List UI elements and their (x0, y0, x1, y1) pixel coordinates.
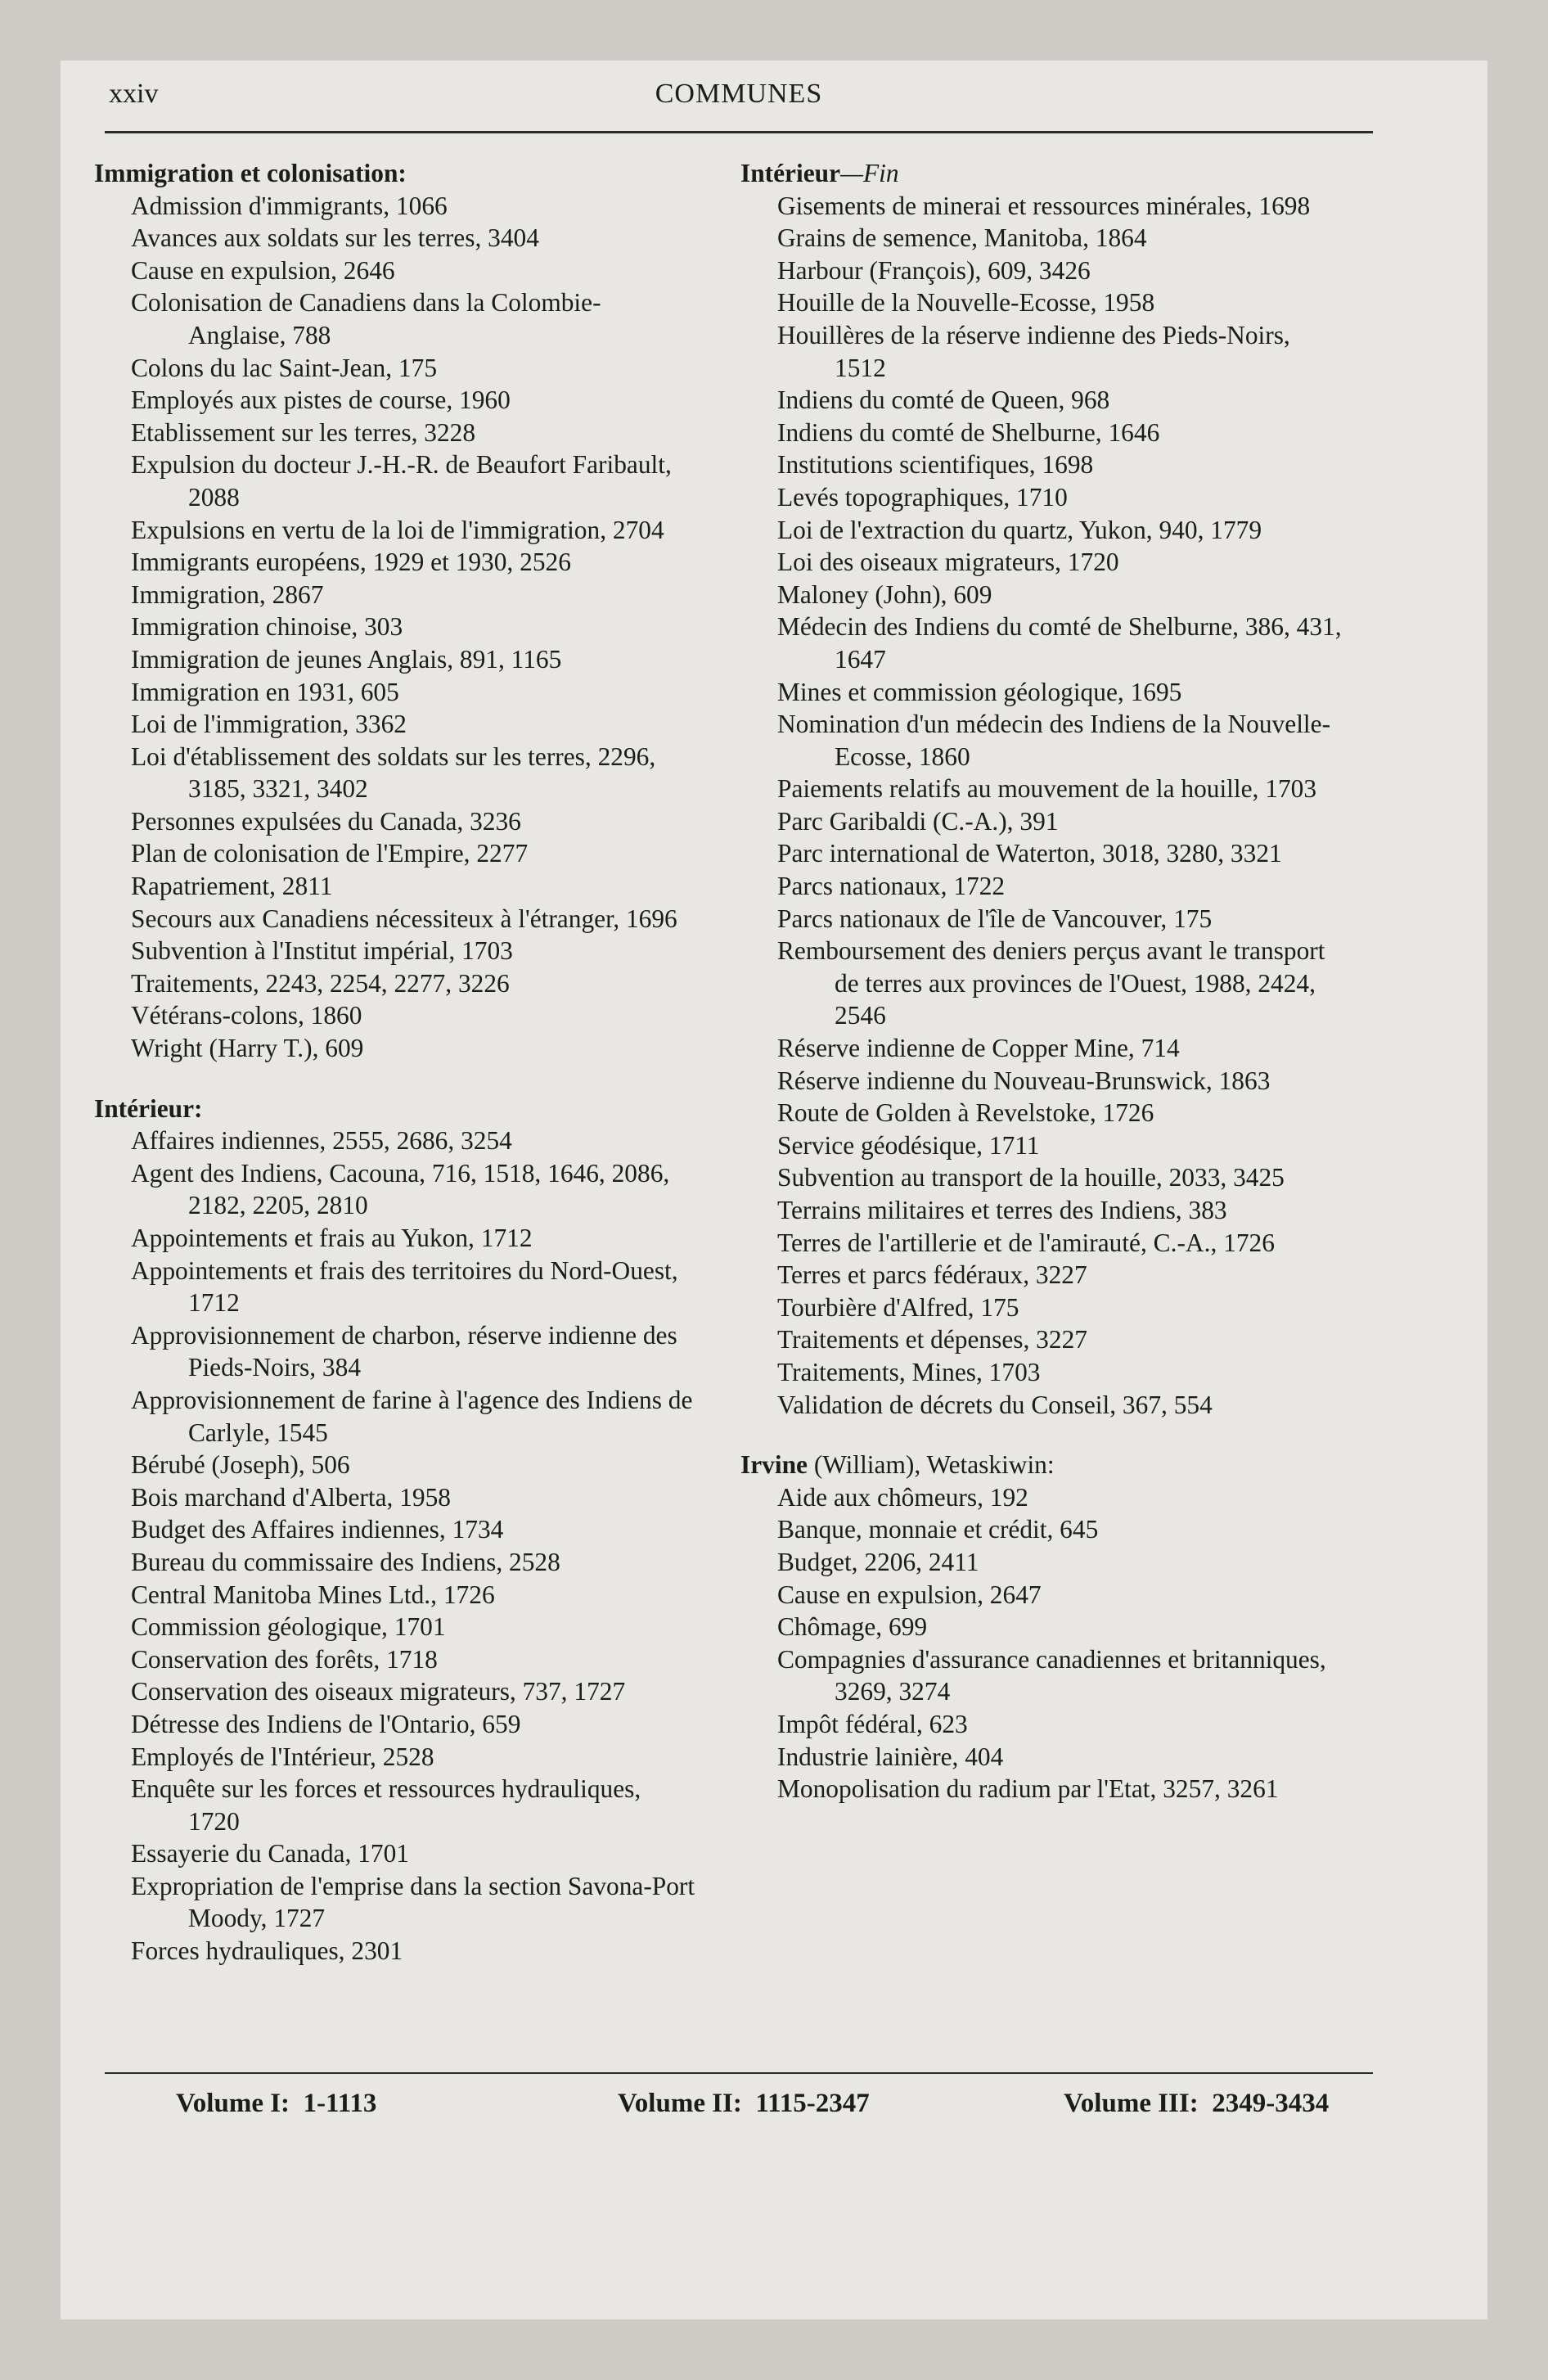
index-entry: Mines et commission géologique, 1695 (777, 677, 1182, 706)
index-entry: Avances aux soldats sur les terres, 3404 (131, 223, 539, 253)
index-entry: Immigration en 1931, 605 (131, 677, 399, 706)
index-entry: Colonisation de Canadiens dans la Colombie-Anglaise, 788 (131, 288, 601, 349)
index-entry: Terres et parcs fédéraux, 3227 (777, 1260, 1087, 1290)
volume-3-range: Volume III: 2349-3434 (1064, 2089, 1330, 2118)
index-entry: Parcs nationaux, 1722 (777, 872, 1006, 901)
index-entry: Subvention à l'Institut impérial, 1703 (131, 936, 513, 966)
index-entry: Traitements, Mines, 1703 (777, 1357, 1041, 1386)
entry-list (94, 1125, 698, 1967)
index-entry: Terrains militaires et terres des Indiens, 383 (777, 1196, 1227, 1224)
entry-list (740, 190, 1344, 1422)
index-entry: Détresse des Indiens de l'Ontario, 659 (131, 1709, 521, 1738)
index-entry: Industrie lainière, 404 (777, 1742, 1004, 1771)
index-entry: Monopolisation du radium par l'Etat, 3257, 3261 (777, 1774, 1279, 1804)
section-gap (94, 1065, 698, 1093)
index-entry: Compagnies d'assurance canadiennes et britanniques, 3269, 3274 (777, 1644, 1326, 1706)
index-entry: Immigration de jeunes Anglais, 891, 1165 (131, 644, 562, 674)
index-entry: Indiens du comté de Queen, 968 (777, 385, 1110, 415)
index-entry: Approvisionnement de charbon, réserve indienne des Pieds-Noirs, 384 (131, 1320, 677, 1382)
section-gap (740, 1421, 1344, 1449)
index-entry: Budget, 2206, 2411 (777, 1547, 979, 1576)
heading-continuation: —Fin (840, 159, 899, 187)
index-entry: Enquête sur les forces et ressources hydrauliques, 1720 (131, 1774, 641, 1836)
index-entry: Terres de l'artillerie et de l'amirauté, C.-A., 1726 (777, 1228, 1275, 1257)
index-entry: Loi des oiseaux migrateurs, 1720 (777, 548, 1119, 577)
index-entry: Institutions scientifiques, 1698 (777, 450, 1094, 480)
heading-main: Irvine (740, 1450, 808, 1480)
index-entry: Indiens du comté de Shelburne, 1646 (777, 417, 1160, 447)
index-entry: Bureau du commissaire des Indiens, 2528 (131, 1547, 560, 1576)
index-entry: Forces hydrauliques, 2301 (131, 1936, 403, 1966)
index-entry: Aide aux chômeurs, 192 (777, 1482, 1028, 1512)
index-entry: Parcs nationaux de l'île de Vancouver, 175 (777, 904, 1213, 933)
index-entry: Nomination d'un médecin des Indiens de la Nouvelle-Ecosse, 1860 (777, 710, 1331, 771)
index-entry: Loi de l'extraction du quartz, Yukon, 940, 1779 (777, 515, 1262, 544)
index-entry: Parc Garibaldi (C.-A.), 391 (777, 806, 1059, 836)
index-entry: Service géodésique, 1711 (777, 1130, 1040, 1160)
heading-main: Intérieur (740, 159, 841, 187)
right-column (740, 157, 1344, 1805)
index-entry: Remboursement des deniers perçus avant le transport de terres aux provinces de l'Ouest, 1988, 2424, 2546 (777, 936, 1325, 1030)
index-entry: Immigration chinoise, 303 (131, 612, 403, 642)
index-entry: Employés de l'Intérieur, 2528 (131, 1742, 434, 1771)
index-entry: Affaires indiennes, 2555, 2686, 3254 (131, 1126, 512, 1156)
index-entry: Bérubé (Joseph), 506 (131, 1450, 350, 1480)
index-entry: Conservation des forêts, 1718 (131, 1644, 438, 1674)
page-header (109, 79, 1369, 124)
index-entry: Vétérans-colons, 1860 (131, 1001, 362, 1030)
index-entry: Houillères de la réserve indienne des Pieds-Noirs, 1512 (777, 320, 1290, 382)
index-entry: Loi de l'immigration, 3362 (131, 710, 407, 739)
index-entry: Etablissement sur les terres, 3228 (131, 417, 476, 447)
index-entry: Expulsion du docteur J.-H.-R. de Beaufort Faribault, 2088 (131, 450, 672, 512)
index-entry: Essayerie du Canada, 1701 (131, 1839, 409, 1868)
index-entry: Appointements et frais des territoires du Nord-Ouest, 1712 (131, 1255, 678, 1318)
running-title: COMMUNES (655, 79, 823, 109)
index-entry: Conservation des oiseaux migrateurs, 737, 1727 (131, 1677, 626, 1706)
index-entry: Loi d'établissement des soldats sur les terres, 2296, 3185, 3321, 3402 (131, 741, 656, 804)
section-heading (740, 1449, 1344, 1481)
entry-list (740, 1481, 1344, 1805)
section-heading (740, 157, 1344, 190)
index-entry: Gisements de minerai et ressources minérales, 1698 (777, 191, 1311, 220)
index-entry: Réserve indienne du Nouveau-Brunswick, 1863 (777, 1066, 1271, 1095)
index-entry: Grains de semence, Manitoba, 1864 (777, 223, 1147, 253)
index-entry: Plan de colonisation de l'Empire, 2277 (131, 839, 529, 868)
index-entry: Secours aux Canadiens nécessiteux à l'étranger, 1696 (131, 904, 677, 933)
index-entry: Impôt fédéral, 623 (777, 1709, 968, 1738)
index-entry: Colons du lac Saint-Jean, 175 (131, 353, 438, 382)
volume-1-range: Volume I: 1-1113 (176, 2089, 377, 2118)
volume-2-range: Volume II: 1115-2347 (618, 2089, 870, 2118)
index-entry: Levés topographiques, 1710 (777, 482, 1068, 512)
header-rule (105, 131, 1373, 133)
footer-rule (105, 2072, 1373, 2074)
index-entry: Harbour (François), 609, 3426 (777, 255, 1091, 285)
index-entry: Paiements relatifs au mouvement de la houille, 1703 (777, 774, 1317, 804)
index-entry: Immigrants européens, 1929 et 1930, 2526 (131, 548, 571, 577)
index-entry: Cause en expulsion, 2647 (777, 1580, 1042, 1609)
index-entry: Rapatriement, 2811 (131, 872, 333, 901)
index-entry: Agent des Indiens, Cacouna, 716, 1518, 1646, 2086, 2182, 2205, 2810 (131, 1158, 670, 1220)
index-entry: Cause en expulsion, 2646 (131, 255, 395, 285)
index-entry: Chômage, 699 (777, 1612, 928, 1642)
index-entry: Expulsions en vertu de la loi de l'immigration, 2704 (131, 515, 664, 544)
heading-continuation: (William), Wetaskiwin: (807, 1450, 1055, 1480)
index-entry: Traitements et dépenses, 3227 (777, 1325, 1087, 1355)
index-entry: Approvisionnement de farine à l'agence des Indiens de Carlyle, 1545 (131, 1385, 693, 1447)
index-entry: Admission d'immigrants, 1066 (131, 191, 448, 220)
entry-list (94, 190, 698, 1065)
page-number: xxiv (109, 79, 159, 109)
index-entry: Houille de la Nouvelle-Ecosse, 1958 (777, 288, 1155, 318)
section-heading: Intérieur: (94, 1093, 203, 1123)
index-entry: Réserve indienne de Copper Mine, 714 (777, 1034, 1180, 1063)
index-entry: Route de Golden à Revelstoke, 1726 (777, 1098, 1154, 1128)
index-entry: Expropriation de l'emprise dans la section Savona-Port Moody, 1727 (131, 1871, 695, 1933)
index-entry: Central Manitoba Mines Ltd., 1726 (131, 1580, 495, 1609)
volume-footer (115, 2089, 1375, 2128)
index-entry: Commission géologique, 1701 (131, 1612, 446, 1642)
index-entry: Maloney (John), 609 (777, 579, 992, 609)
index-entry: Personnes expulsées du Canada, 3236 (131, 806, 521, 836)
index-entry: Appointements et frais au Yukon, 1712 (131, 1224, 533, 1252)
index-entry: Employés aux pistes de course, 1960 (131, 385, 511, 415)
index-entry: Subvention au transport de la houille, 2033, 3425 (777, 1163, 1285, 1192)
index-entry: Traitements, 2243, 2254, 2277, 3226 (131, 968, 510, 998)
index-entry: Banque, monnaie et crédit, 645 (777, 1515, 1099, 1544)
index-entry: Immigration, 2867 (131, 579, 324, 609)
section-heading: Immigration et colonisation: (94, 159, 407, 187)
index-entry: Wright (Harry T.), 609 (131, 1034, 364, 1063)
index-entry: Bois marchand d'Alberta, 1958 (131, 1482, 451, 1512)
index-entry: Médecin des Indiens du comté de Shelburne, 386, 431, 1647 (777, 612, 1342, 674)
index-entry: Parc international de Waterton, 3018, 3280, 3321 (777, 839, 1282, 868)
index-entry: Tourbière d'Alfred, 175 (777, 1292, 1019, 1322)
index-entry: Budget des Affaires indiennes, 1734 (131, 1515, 504, 1544)
left-column (94, 157, 698, 1968)
index-entry: Validation de décrets du Conseil, 367, 554 (777, 1390, 1213, 1419)
